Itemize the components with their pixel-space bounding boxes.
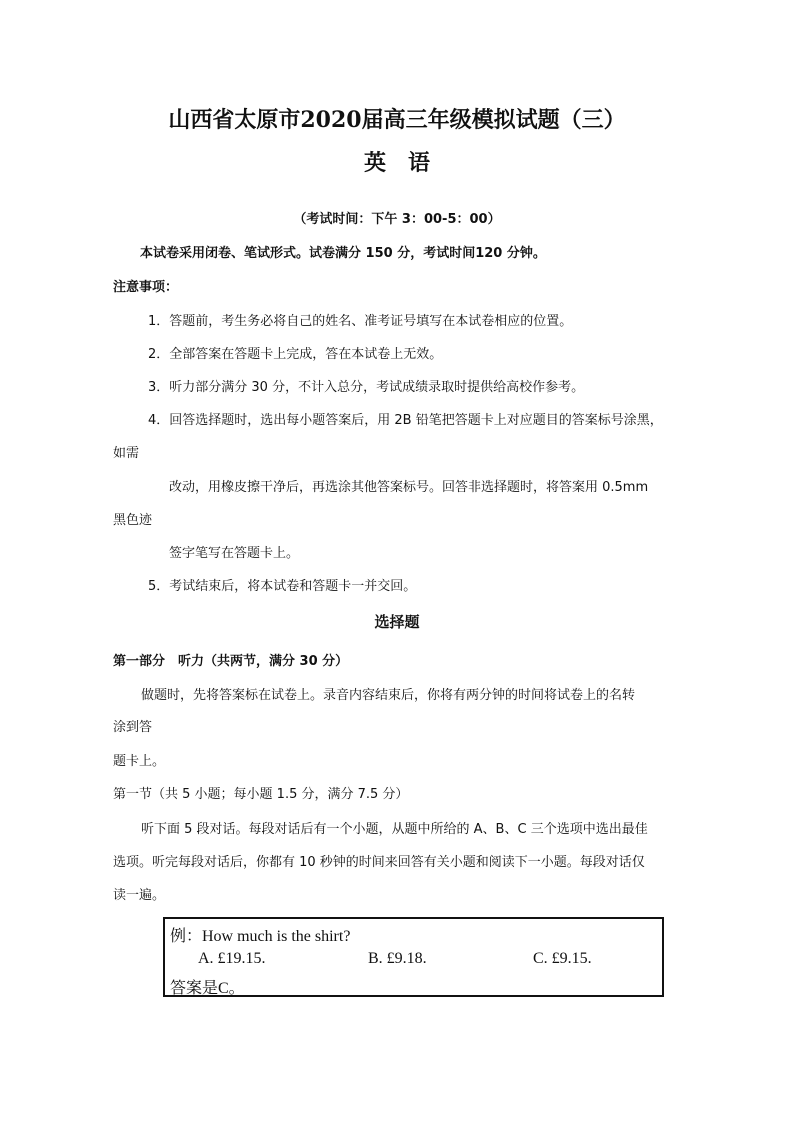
exam-intro: 本试卷采用闭卷、笔试形式。试卷满分 150 分，考试时间120 分钟。: [140, 246, 546, 261]
example-option-a: A. £19.15.: [198, 950, 266, 967]
part-1-instruction-line-2: 涂到答: [113, 720, 153, 735]
exam-time: （考试时间：下午 3：00-5：00）: [293, 212, 501, 227]
notes-heading: 注意事项：: [113, 280, 179, 295]
section-1-instruction-line-3: 读一遍。: [113, 888, 166, 903]
note-item-4-line-1: 4．回答选择题时，选出每小题答案后，用 2B 铅笔把答题卡上对应题目的答案标号涂黑，: [148, 413, 663, 428]
part-1-instruction-line-1: 做题时，先将答案标在试卷上。录音内容结束后，你将有两分钟的时间将试卷上的名转: [141, 688, 636, 703]
section-1-instruction-line-2: 选项。听完每段对话后，你都有 10 秒钟的时间来回答有关小题和阅读下一小题。每段对话仅: [113, 855, 645, 870]
note-item-2: 2．全部答案在答题卡上完成，答在本试卷上无效。: [148, 347, 443, 362]
note-item-4-line-3: 改动，用橡皮擦干净后，再选涂其他答案标号。回答非选择题时，将答案用 0.5mm: [169, 480, 649, 495]
note-item-4-line-5: 签字笔写在答题卡上。: [169, 546, 300, 561]
note-item-4-line-2: 如需: [113, 446, 140, 461]
section-1-heading: 第一节（共 5 小题；每小题 1.5 分，满分 7.5 分）: [113, 787, 409, 802]
note-item-1: 1．答题前，考生务必将自己的姓名、准考证号填写在本试卷相应的位置。: [148, 314, 573, 329]
part-1-heading: 第一部分 听力（共两节，满分 30 分）: [113, 654, 349, 669]
example-option-b: B. £9.18.: [368, 950, 427, 967]
part-1-instruction-line-3: 题卡上。: [113, 754, 166, 769]
example-box: [163, 917, 664, 997]
note-item-4-line-4: 黑色迹: [113, 513, 153, 528]
note-item-3: 3．听力部分满分 30 分，不计入总分，考试成绩录取时提供给高校作参考。: [148, 380, 585, 395]
example-question: 例：How much is the shirt?: [170, 928, 351, 945]
example-answer: 答案是C。: [170, 980, 245, 997]
section-heading: 选择题: [374, 613, 420, 631]
note-item-5: 5．考试结束后，将本试卷和答题卡一并交回。: [148, 579, 417, 594]
exam-title: 山西省太原市2020届高三年级模拟试题（三）: [168, 107, 626, 133]
subject-title: 英语: [363, 150, 452, 176]
example-option-c: C. £9.15.: [533, 950, 592, 967]
section-1-instruction-line-1: 听下面 5 段对话。每段对话后有一个小题，从题中所给的 A、B、C 三个选项中选出最佳: [141, 822, 648, 837]
